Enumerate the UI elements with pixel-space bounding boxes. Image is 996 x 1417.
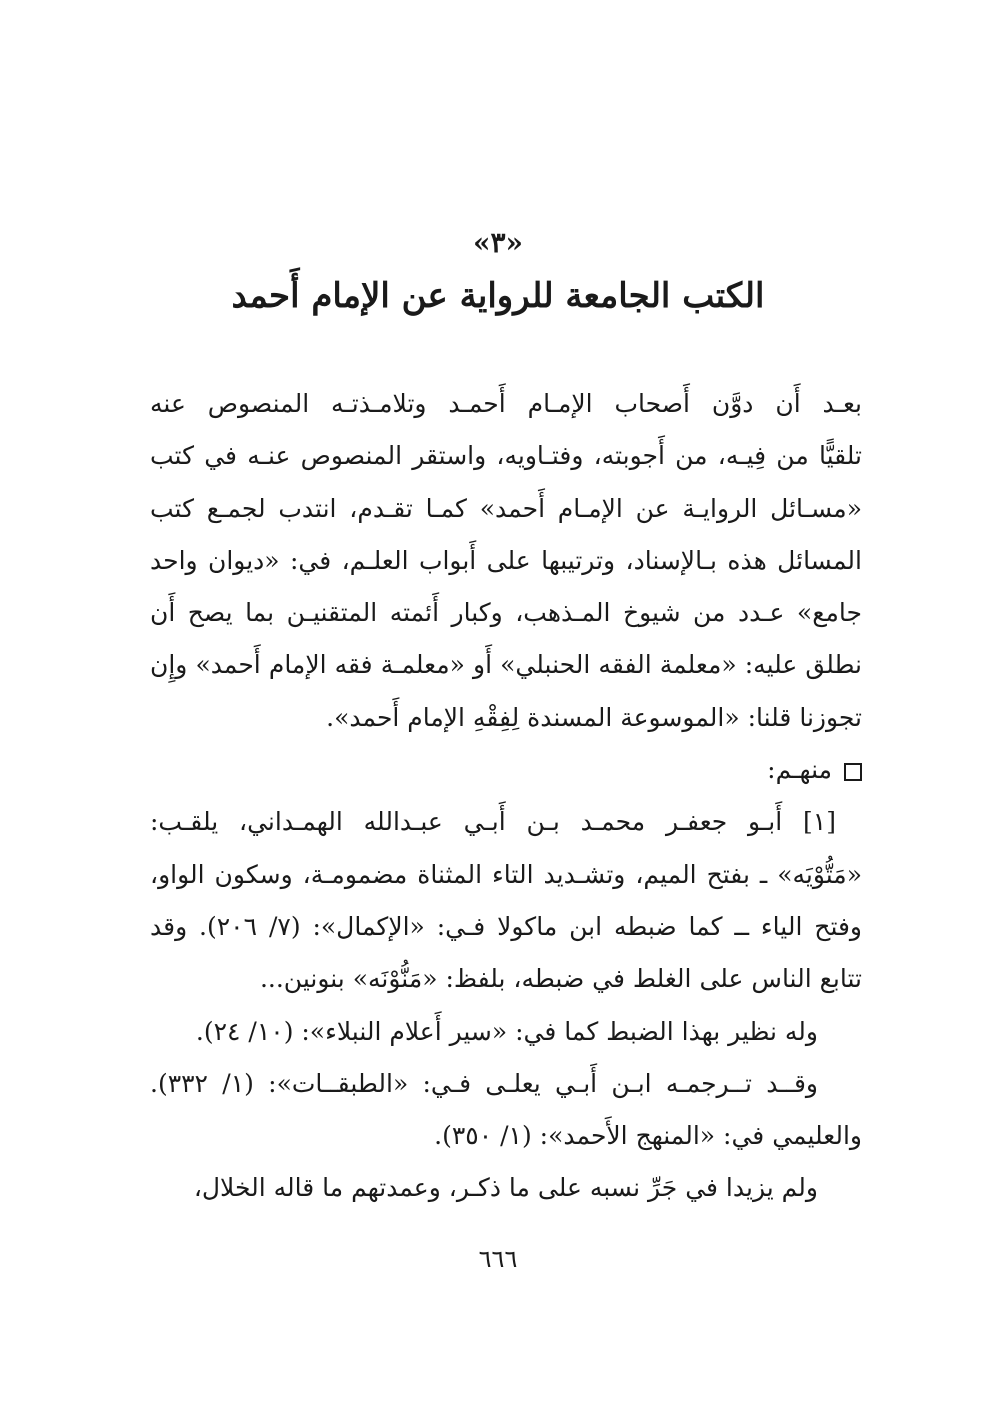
chapter-title: الكتب الجامعة للرواية عن الإمام أَحمد <box>231 276 765 316</box>
paragraph-line: بعـد أَن دوَّن أَصحاب الإمـام أَحمـد وتلامـذتـه المنصوص عنه <box>150 389 862 418</box>
entry-line: [١] أَبـو جعفـر محمـد بـن أَبـي عبـدالله الهمـداني، يلقـب: <box>150 807 836 837</box>
note-line: وقــد تــرجمـه ابـن أَبـي يعلـى فـي: «الطبقــات»: (١/ ٣٣٢). <box>150 1068 818 1098</box>
note-line: وله نظير بهذا الضبط كما في: «سير أَعلام النبلاء»: (١٠/ ٢٤). <box>195 1016 818 1046</box>
entry-line: تتابع الناس على الغلط في ضبطه، بلفظ: «مَنُّوْنَه» بنونين... <box>259 964 862 994</box>
chapter-number: «٣» <box>472 226 524 259</box>
note-line: ولم يزيدا في جَرِّ نسبه على ما ذكـر، وعمدتهم ما قاله الخلال، <box>193 1173 818 1203</box>
paragraph-line: «مسـائل الروايـة عن الإمـام أَحمد» كمـا تقـدم، انتدب لجمـع كتب <box>150 493 862 523</box>
paragraph-line: نطلق عليه: «معلمة الفقه الحنبلي» أَو «معلمـة فقه الإمام أَحمد» وإِن <box>150 650 862 680</box>
paragraph-line: جامع» عـدد من شيوخ المـذهب، وكبار أَئمته المتقنيـن بما يصح أَن <box>150 598 862 628</box>
entry-line: «مَتُّوْيَه» ـ بفتح الميم، وتشـديد التاء المثناة مضمومـة، وسكون الواو، <box>150 859 862 889</box>
paragraph-line: تلقيًّا من فِيـه، من أَجوبته، وفتـاويه، واستقر المنصوص عنـه في كتب <box>150 441 862 471</box>
square-bullet-icon <box>844 763 862 781</box>
section-heading <box>150 744 862 796</box>
note-line: والعليمي في: «المنهج الأَحمد»: (١/ ٣٥٠). <box>434 1121 862 1151</box>
paragraph-line: تجوزنا قلنا: «الموسوعة المسندة لِفِقْهِ الإمام أَحمد». <box>326 702 862 732</box>
entry-line: وفتح الياء ــ كما ضبطه ابن ماكولا فـي: «الإكمال»: (٧/ ٢٠٦). وقد <box>150 911 862 941</box>
body-text <box>150 378 862 1215</box>
section-label: منهـم: <box>767 755 832 785</box>
paragraph-line: المسائل هذه بـالإسناد، وترتيبها على أَبواب العلـم، في: «ديوان واحد <box>150 545 862 575</box>
page-number: ٦٦٦ <box>478 1245 518 1273</box>
